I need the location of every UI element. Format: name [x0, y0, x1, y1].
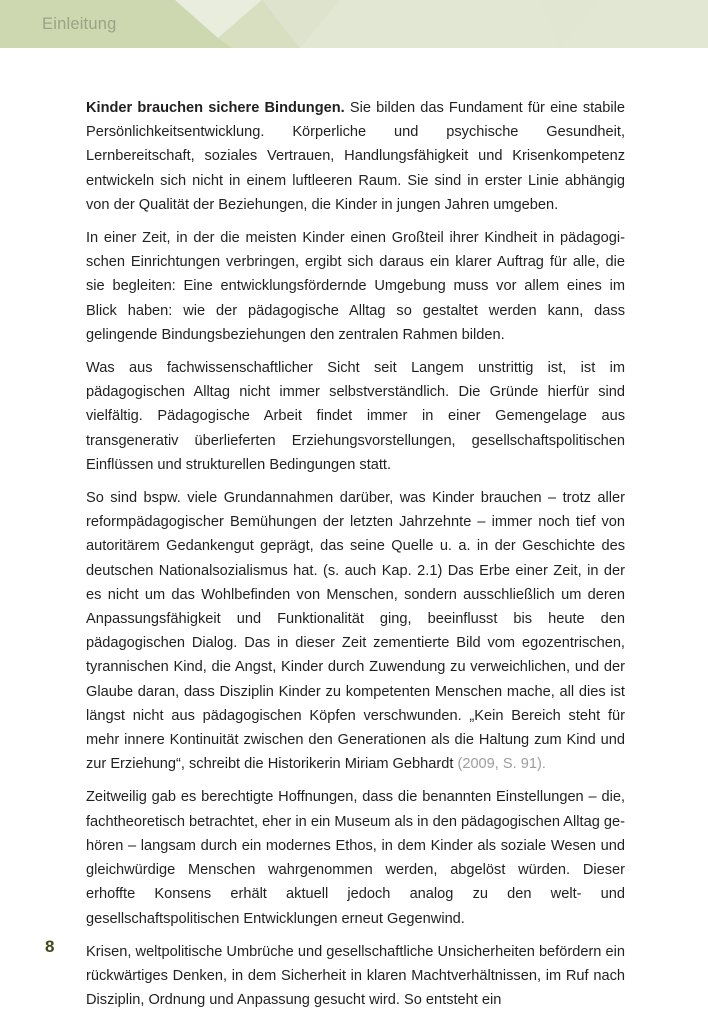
paragraph-3 [86, 356, 625, 477]
paragraph-1 [86, 96, 625, 217]
paragraph-5 [86, 785, 625, 930]
page-header [0, 0, 708, 48]
paragraph-5-text: Zeitweilig gab es berechtigte Hoffnungen, dass die benannten Einstellungen – die, fachtheoretisch betrachtet, eher in ein Museum als in den pädagogischen Alltag gehören – langsam durch ein modernes Ethos, in dem Kinder als soziale Wesen und gleichwürdige Menschen wahrgenommen werden, abgelöst würden. Dieser erhoffte Konsens erhält aktuell jedoch analog zu den welt- und gesellschaftspolitischen Entwicklungen erneut Gegenwind. [86, 789, 625, 927]
paragraph-4-citation: (2009, S. 91). [457, 756, 546, 773]
body-text-column [86, 96, 625, 1012]
paragraph-6 [86, 940, 625, 1012]
paragraph-4 [86, 486, 625, 776]
paragraph-2 [86, 226, 625, 347]
paragraph-2-text: In einer Zeit, in der die meisten Kinder einen Großteil ihrer Kindheit in pädagogischen Einrichtungen verbringen, ergibt sich daraus ein klarer Auftrag für alle, die sie begleiten: Eine entwicklungsfördernde Umgebung muss vor allem eines im Blick haben: wie der pädagogische Alltag so gestaltet werden kann, dass gelingende Bindungsbeziehungen den zentralen Rahmen bilden. [86, 230, 625, 343]
paragraph-6-text: Krisen, weltpolitische Umbrüche und gesellschaftliche Unsicherheiten befördern ein rückwärtiges Denken, in dem Sicherheit in klaren Machtverhältnissen, im Ruf nach Disziplin, Ordnung und Anpassung gesucht wird. So entsteht ein [86, 943, 625, 1009]
paragraph-3-text: Was aus fachwissenschaftlicher Sicht seit Langem unstrittig ist, ist im pädagogischen Alltag nicht immer selbstverständlich. Die Gründe hierfür sind vielfältig. Pädagogische Arbeit findet immer in einer Gemengelage aus transgenerativ überlieferten Erziehungsvorstellungen, gesellschaftspolitischen Einflüssen und strukturellen Bedingungen statt. [86, 360, 625, 473]
page-number: 8 [45, 937, 55, 956]
paragraph-1-lead-in: Kinder brauchen sichere Bindungen. [86, 100, 345, 116]
header-section-title: Einleitung [42, 14, 117, 33]
paragraph-4-text: So sind bspw. viele Grundannahmen darüber, was Kinder brauchen – trotz aller reformpädagogischer Bemühungen der letzten Jahrzehnte – immer noch tief von autoritärem Gedankengut geprägt, das seine Quelle u. a. in der Geschichte des deutschen Nationalsozialismus hat. (s. auch Kap. 2.1) Das Erbe einer Zeit, in der es nicht um das Wohlbefinden von Menschen, sondern ausschließlich um deren Anpassungsfähigkeit und Funktionalität ging, beeinflusst bis heute den pädagogischen Dialog. Das in dieser Zeit zementierte Bild vom egozentrischen, tyrannischen Kind, die Angst, Kinder durch Zuwendung zu verweichlichen, und der Glaube daran, dass Disziplin Kinder zu kompetenten Menschen mache, all dies ist längst nicht aus pädagogischen Köpfen verschwunden. „Kein Bereich steht für mehr innere Kontinuität zwischen den Generationen als die Haltung zum Kind und zur Erziehung“, schreibt die Historikerin Miriam Gebhardt [86, 490, 625, 773]
paragraph-1-text: Sie bilden das Fundament für eine stabile Persönlichkeitsentwicklung. Körperliche und psychische Gesundheit, Lernbereitschaft, soziales Vertrauen, Handlungsfähigkeit und Krisenkompetenz entwickeln sich nicht in einem luftleeren Raum. Sie sind in erster Linie abhängig von der Qualität der Beziehungen, die Kinder in jungen Jahren umgeben. [86, 100, 625, 213]
